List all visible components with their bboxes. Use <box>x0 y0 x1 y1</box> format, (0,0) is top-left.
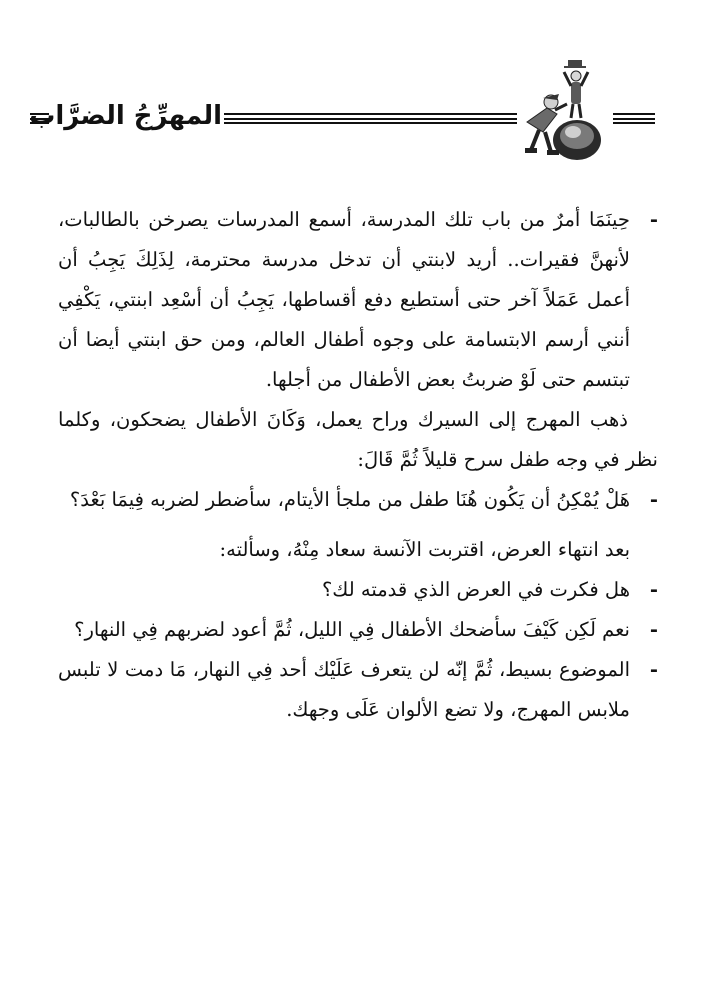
dash-marker: - <box>649 618 658 641</box>
chapter-header <box>30 52 660 162</box>
dialogue-line <box>58 650 658 730</box>
paragraph-text: هَلْ يُمْكِنُ أن يَكُون هُنَا طفل من ملجأ الأيتام، سأضطر لضربه فِيمَا بَعْدَ؟ <box>69 488 630 511</box>
dash-marker: - <box>649 488 658 511</box>
clown-juggler-icon <box>517 52 613 162</box>
dash-marker: - <box>649 658 658 681</box>
paragraph-text: بعد انتهاء العرض، اقتربت الآنسة سعاد مِنْهُ، وسألته: <box>219 538 630 561</box>
body-text <box>58 200 658 730</box>
dash-marker: - <box>649 578 658 601</box>
narration-paragraph <box>58 400 658 480</box>
header-rule-middle <box>224 113 517 124</box>
dialogue-line <box>58 610 658 650</box>
header-rule-right <box>613 113 655 124</box>
paragraph-text: الموضوع بسيط، ثُمَّ إنّه لن يتعرف عَلَيْك أحد فِي النهار، مَا دمت لا تلبس ملابس المهرج، ولا تضع الألوان عَلَى وجهك. <box>58 658 630 721</box>
paragraph-text: حِينَمَا أمرٌ من باب تلك المدرسة، أسمع المدرسات يصرخن بالطالبات، لأنهنَّ فقيرات.. أريد لابنتي أن تدخل مدرسة محترمة، لِذَلِكَ يَجِبُ أن أعمل عَمَلاً آخر حتى أستطيع دفع أقساطها، يَجِبُ أن أسْعِد ابنتي، يَكْفِي أنني أرسم الابتسامة على وجوه أطفال العالم، ومن حق ابنتي أيضا أن تبتسم حتى لَوْ ضربتُ بعض الأطفال من أجلها. <box>58 208 630 391</box>
dialogue-line <box>58 200 658 400</box>
paragraph-text: نعم لَكِن كَيْفَ سأضحك الأطفال فِي الليل، ثُمَّ أعود لضربهم فِي النهار؟ <box>74 618 630 641</box>
dash-marker: - <box>649 208 658 231</box>
dialogue-line <box>58 570 658 610</box>
narration-paragraph <box>58 530 658 570</box>
paragraph-text: ذهب المهرج إلى السيرك وراح يعمل، وَكَانَ الأطفال يضحكون، وكلما نظر في وجه طفل سرح قليلاً ثُمَّ قَالَ: <box>58 408 658 471</box>
dialogue-line <box>58 480 658 520</box>
paragraph-text: هل فكرت في العرض الذي قدمته لك؟ <box>321 578 630 601</box>
chapter-title: المهرِّجُ الضرَّاب <box>29 101 222 131</box>
